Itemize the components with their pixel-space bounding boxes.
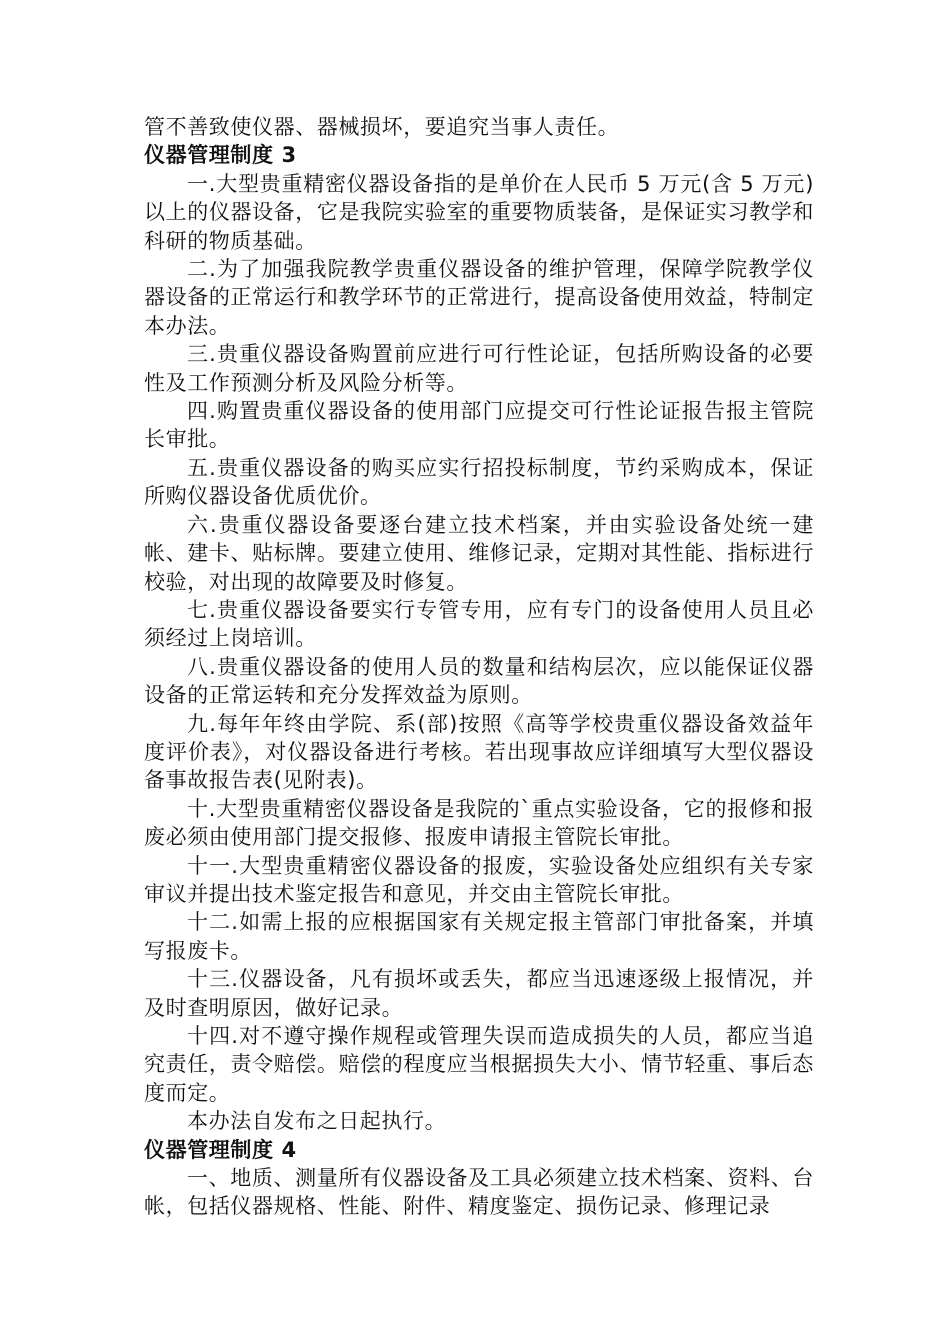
paragraph-item-5: 五.贵重仪器设备的购买应实行招投标制度，节约采购成本，保证所购仪器设备优质优价。 [144,455,814,509]
paragraph-item-10: 十.大型贵重精密仪器设备是我院的`重点实验设备，它的报修和报废必须由使用部门提交报修、报废申请报主管院长审批。 [144,796,814,850]
paragraph-item-14: 十四.对不遵守操作规程或管理失误而造成损失的人员，都应当追究责任，责令赔偿。赔偿的程度应当根据损失大小、情节轻重、事后态度而定。 [144,1024,814,1105]
paragraph-item-3: 三.贵重仪器设备购置前应进行可行性论证，包括所购设备的必要性及工作预测分析及风险分析等。 [144,342,814,395]
paragraph-item-2: 二.为了加强我院教学贵重仪器设备的维护管理，保障学院教学仪器设备的正常运行和教学环节的正常进行，提高设备使用效益，特制定本办法。 [144,257,814,338]
paragraph-item-6: 六.贵重仪器设备要逐台建立技术档案，并由实验设备处统一建帐、建卡、贴标牌。要建立使用、维修记录，定期对其性能、指标进行校验，对出现的故障要及时修复。 [144,512,814,594]
paragraph-item-11: 十一.大型贵重精密仪器设备的报废，实验设备处应组织有关专家审议并提出技术鉴定报告和意见，并交由主管院长审批。 [144,853,814,906]
paragraph-item-9: 九.每年年终由学院、系(部)按照《高等学校贵重仪器设备效益年度评价表》，对仪器设备进行考核。若出现事故应详细填写大型仪器设备事故报告表(见附表)。 [144,711,814,793]
paragraph-continuation: 管不善致使仪器、器械损坏，要追究当事人责任。 [144,115,620,139]
paragraph-item-8: 八.贵重仪器设备的使用人员的数量和结构层次，应以能保证仪器设备的正常运转和充分发挥效益为原则。 [144,654,814,708]
paragraph-item-4: 四.购置贵重仪器设备的使用部门应提交可行性论证报告报主管院长审批。 [144,399,814,452]
paragraph-closing: 本办法自发布之日起执行。 [187,1109,447,1134]
document-page [144,113,814,1221]
paragraph-item-1: 一.大型贵重精密仪器设备指的是单价在人民币 5 万元(含 5 万元)以上的仪器设备，它是我院实验室的重要物质装备，是保证实习教学和科研的物质基础。 [144,171,814,253]
paragraph-item-13: 十三.仪器设备，凡有损坏或丢失，都应当迅速逐级上报情况，并及时查明原因，做好记录。 [144,967,814,1020]
paragraph-item-7: 七.贵重仪器设备要实行专管专用，应有专门的设备使用人员且必须经过上岗培训。 [144,597,814,651]
section-heading-4: 仪器管理制度 4 [144,1137,297,1162]
paragraph-item-12: 十二.如需上报的应根据国家有关规定报主管部门审批备案，并填写报废卡。 [144,910,814,963]
section-heading-3: 仪器管理制度 3 [144,143,297,168]
paragraph-item-4-1: 一、地质、测量所有仪器设备及工具必须建立技术档案、资料、台帐，包括仪器规格、性能、附件、精度鉴定、损伤记录、修理记录 [144,1166,814,1219]
